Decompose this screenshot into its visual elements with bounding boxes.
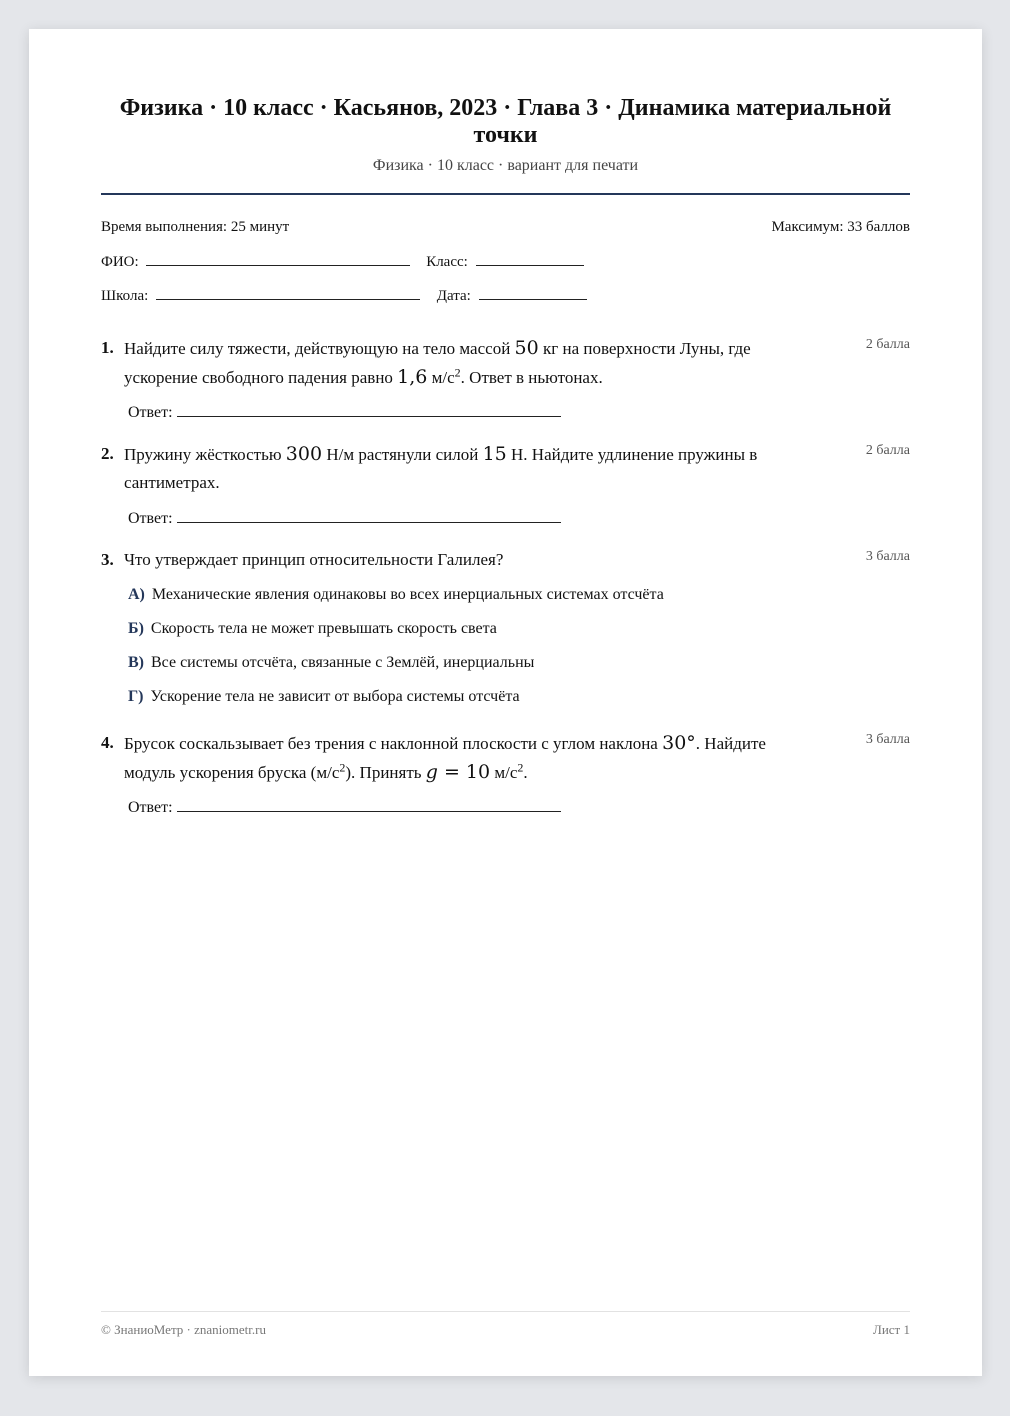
date-label: Дата:	[436, 288, 471, 304]
fio-class-row	[101, 251, 584, 271]
option-letter: В)	[128, 654, 144, 671]
option-c[interactable]	[128, 654, 534, 672]
school-blank[interactable]	[156, 285, 420, 300]
option-letter: Б)	[128, 620, 144, 637]
option-d[interactable]	[128, 688, 520, 706]
question-number: 4.	[101, 733, 114, 752]
fio-blank[interactable]	[146, 251, 410, 266]
question-text: Брусок соскальзывает без трения с наклонной плоскости с углом наклона 30°. Найдите модуль ускорения бруска $(м/с^2)$. Принять g = 10 $м/с^2$.	[124, 732, 766, 783]
option-a[interactable]	[128, 586, 664, 604]
max-score: Максимум: 33 баллов	[771, 219, 910, 235]
question-number: 1.	[101, 338, 114, 357]
option-text: Все системы отсчёта, связанные с Землёй, инерциальны	[151, 654, 535, 671]
header-divider	[101, 193, 910, 195]
page-subtitle: Физика · 10 класс · вариант для печати	[372, 157, 639, 174]
answer-field-2	[128, 508, 561, 528]
question-text: Найдите силу тяжести, действующую на тело массой 50 кг на поверхности Луны, где ускорение свободного падения равно 1,6 $м/с^2$. Ответ в ньютонах.	[124, 337, 751, 388]
answer-blank[interactable]	[177, 797, 561, 812]
school-label: Школа:	[101, 288, 149, 304]
page-title: Физика · 10 класс · Касьянов, 2023 · Глава 3 · Динамика материальной точки	[119, 95, 892, 148]
option-b[interactable]	[128, 620, 497, 638]
question-points: 2 балла	[865, 337, 910, 352]
answer-label: Ответ:	[128, 510, 173, 527]
footer-copyright: © ЗнаниоМетр · znaniometr.ru	[101, 1322, 266, 1337]
option-text: Скорость тела не может превышать скорость света	[150, 620, 497, 637]
footer-divider	[101, 1311, 910, 1312]
answer-field-1	[128, 402, 561, 422]
question-number: 2.	[101, 444, 114, 463]
option-text: Ускорение тела не зависит от выбора системы отсчёта	[150, 688, 520, 705]
answer-blank[interactable]	[177, 508, 561, 523]
answer-field-4	[128, 797, 561, 817]
class-blank[interactable]	[476, 251, 584, 266]
question-text: Что утверждает принцип относительности Галилея?	[124, 550, 504, 569]
fio-label: ФИО:	[101, 254, 139, 270]
option-letter: А)	[128, 586, 145, 603]
answer-blank[interactable]	[177, 402, 561, 417]
footer-page-number: Лист 1	[873, 1322, 910, 1337]
school-date-row	[101, 285, 587, 305]
question-points: 3 балла	[865, 549, 910, 564]
question-text: Пружину жёсткостью 300 Н/м растянули силой 15 Н. Найдите удлинение пружины в сантиметрах.	[124, 443, 758, 492]
answer-label: Ответ:	[128, 404, 173, 421]
time-limit: Время выполнения: 25 минут	[101, 219, 290, 235]
answer-label: Ответ:	[128, 799, 173, 816]
class-label: Класс:	[426, 254, 468, 270]
question-number: 3.	[101, 550, 114, 569]
worksheet-page	[29, 29, 982, 1376]
question-points: 2 балла	[865, 443, 910, 458]
option-text: Механические явления одинаковы во всех инерциальных системах отсчёта	[151, 586, 664, 603]
date-blank[interactable]	[479, 285, 587, 300]
question-points: 3 балла	[865, 732, 910, 747]
option-letter: Г)	[128, 688, 144, 705]
